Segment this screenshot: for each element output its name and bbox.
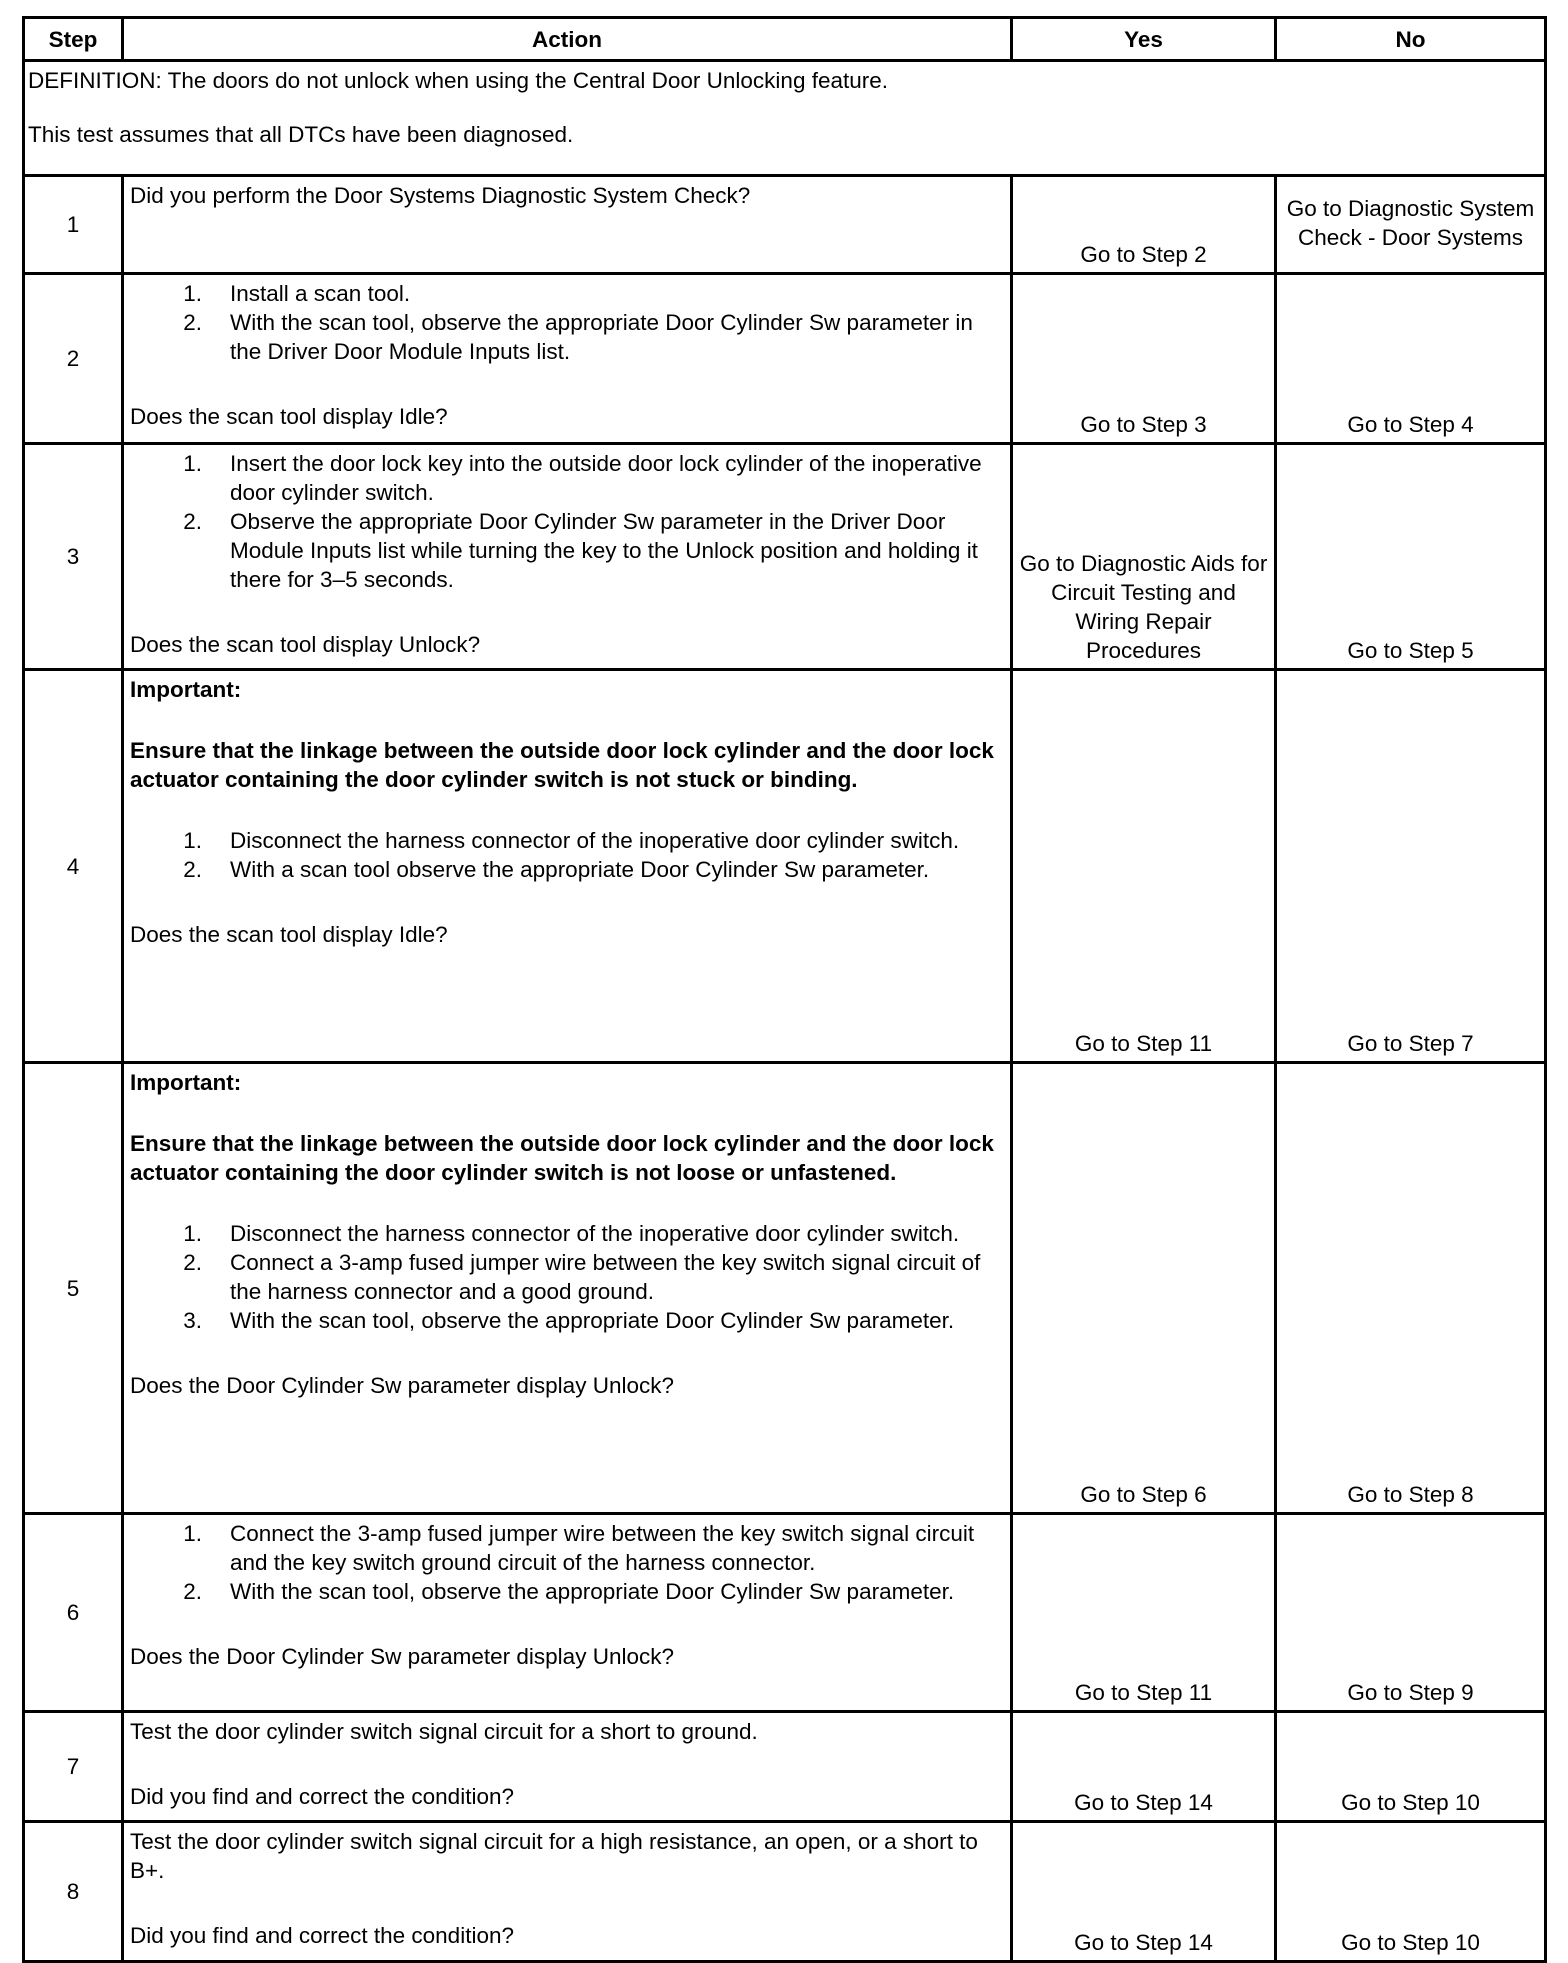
- no-cell: Go to Step 5: [1276, 444, 1546, 670]
- table-row: [24, 274, 1546, 444]
- yes-cell: Go to Diagnostic Aids for Circuit Testing and Wiring Repair Procedures: [1012, 444, 1276, 670]
- question: Did you find and correct the condition?: [130, 1923, 514, 1948]
- header-row: [24, 18, 1546, 61]
- step-number: 7: [24, 1712, 123, 1822]
- no-cell: Go to Step 4: [1276, 274, 1546, 444]
- instruction: Test the door cylinder switch signal circuit for a short to ground.: [130, 1719, 758, 1744]
- important-label: Important:: [130, 677, 242, 702]
- header-action: Action: [123, 18, 1012, 61]
- step-number: 1: [24, 176, 123, 274]
- yes-cell: Go to Step 11: [1012, 670, 1276, 1063]
- step-list: [130, 1519, 1004, 1606]
- table-row: [24, 670, 1546, 1063]
- table-row: [24, 444, 1546, 670]
- no-cell: Go to Step 10: [1276, 1712, 1546, 1822]
- step-list: [130, 826, 1004, 884]
- action-cell: [123, 1712, 1012, 1822]
- table-row: [24, 176, 1546, 274]
- header-step: Step: [24, 18, 123, 61]
- question: Does the scan tool display Idle?: [130, 922, 448, 947]
- list-item: 1. Disconnect the harness connector of the inoperative door cylinder switch.: [183, 1221, 960, 1246]
- instruction: Test the door cylinder switch signal circuit for a high resistance, an open, or a short to B+.: [130, 1829, 978, 1883]
- assumption-text: This test assumes that all DTCs have been diagnosed.: [28, 122, 574, 147]
- action-cell: [123, 274, 1012, 444]
- list-item: 1. Install a scan tool.: [183, 281, 411, 306]
- table-row: [24, 1712, 1546, 1822]
- question: Does the Door Cylinder Sw parameter display Unlock?: [130, 1644, 674, 1669]
- question: Does the Door Cylinder Sw parameter display Unlock?: [130, 1373, 674, 1398]
- list-item: 1. Connect the 3-amp fused jumper wire between the key switch signal circuit and the key switch ground circuit of the harness connector.: [183, 1521, 975, 1575]
- list-item: 2. Connect a 3-amp fused jumper wire between the key switch signal circuit of the harness connector and a good ground.: [183, 1250, 981, 1304]
- no-cell: Go to Step 9: [1276, 1514, 1546, 1712]
- definition-row: [24, 61, 1546, 176]
- yes-cell: Go to Step 14: [1012, 1822, 1276, 1962]
- action-cell: [123, 176, 1012, 274]
- action-cell: [123, 670, 1012, 1063]
- action-cell: [123, 444, 1012, 670]
- question: Does the scan tool display Idle?: [130, 404, 448, 429]
- important-note: Ensure that the linkage between the outside door lock cylinder and the door lock actuator containing the door cylinder switch is not stuck or binding.: [130, 738, 994, 792]
- list-item: 1. Disconnect the harness connector of the inoperative door cylinder switch.: [183, 828, 960, 853]
- step-number: 4: [24, 670, 123, 1063]
- definition-text: DEFINITION: The doors do not unlock when using the Central Door Unlocking feature.: [28, 68, 889, 93]
- question: Did you find and correct the condition?: [130, 1784, 514, 1809]
- list-item: 2. With a scan tool observe the appropriate Door Cylinder Sw parameter.: [183, 857, 930, 882]
- step-number: 5: [24, 1063, 123, 1514]
- list-item: 2. Observe the appropriate Door Cylinder Sw parameter in the Driver Door Module Inputs list while turning the key to the Unlock position and holding it there for 3–5 seconds.: [183, 509, 978, 592]
- table-row: [24, 1063, 1546, 1514]
- action-cell: [123, 1822, 1012, 1962]
- list-item: 3. With the scan tool, observe the appropriate Door Cylinder Sw parameter.: [183, 1308, 955, 1333]
- yes-cell: Go to Step 2: [1012, 176, 1276, 274]
- step-number: 3: [24, 444, 123, 670]
- list-item: 2. With the scan tool, observe the appropriate Door Cylinder Sw parameter in the Driver Door Module Inputs list.: [183, 310, 973, 364]
- no-cell: Go to Step 8: [1276, 1063, 1546, 1514]
- table-row: [24, 1822, 1546, 1962]
- action-cell: [123, 1514, 1012, 1712]
- step-list: [130, 449, 1004, 594]
- yes-cell: Go to Step 3: [1012, 274, 1276, 444]
- step-list: [130, 279, 1004, 366]
- no-cell: Go to Step 10: [1276, 1822, 1546, 1962]
- step-number: 6: [24, 1514, 123, 1712]
- list-item: 2. With the scan tool, observe the appropriate Door Cylinder Sw parameter.: [183, 1579, 955, 1604]
- important-label: Important:: [130, 1070, 242, 1095]
- no-cell: Go to Diagnostic System Check - Door Systems: [1276, 176, 1546, 274]
- yes-cell: Go to Step 6: [1012, 1063, 1276, 1514]
- no-cell: Go to Step 7: [1276, 670, 1546, 1063]
- yes-cell: Go to Step 11: [1012, 1514, 1276, 1712]
- yes-cell: Go to Step 14: [1012, 1712, 1276, 1822]
- step-number: 8: [24, 1822, 123, 1962]
- question: Does the scan tool display Unlock?: [130, 632, 481, 657]
- step-list: [130, 1219, 1004, 1335]
- important-note: Ensure that the linkage between the outside door lock cylinder and the door lock actuator containing the door cylinder switch is not loose or unfastened.: [130, 1131, 994, 1185]
- question: Did you perform the Door Systems Diagnostic System Check?: [130, 183, 751, 208]
- step-number: 2: [24, 274, 123, 444]
- diagnostic-table: [22, 16, 1547, 1963]
- table-row: [24, 1514, 1546, 1712]
- list-item: 1. Insert the door lock key into the outside door lock cylinder of the inoperative door cylinder switch.: [183, 451, 982, 505]
- header-no: No: [1276, 18, 1546, 61]
- header-yes: Yes: [1012, 18, 1276, 61]
- action-cell: [123, 1063, 1012, 1514]
